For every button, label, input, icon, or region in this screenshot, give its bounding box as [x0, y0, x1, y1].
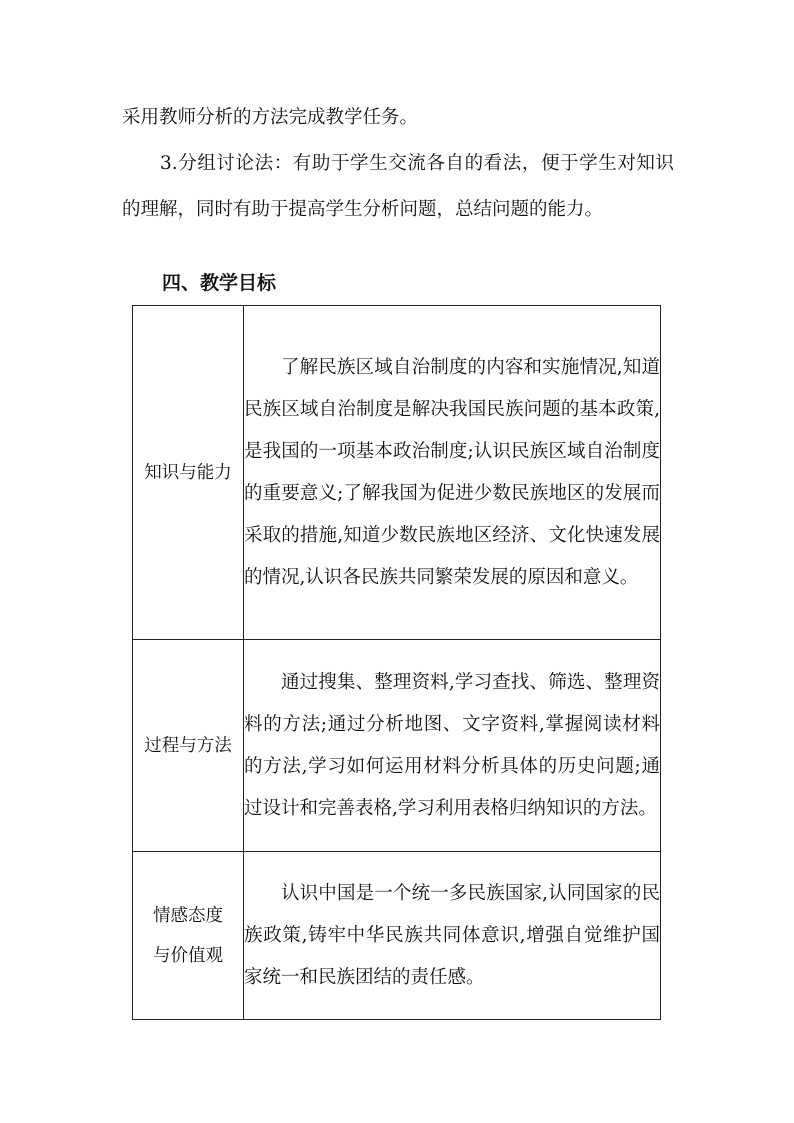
goal-label-line: 与价值观: [153, 945, 223, 966]
intro-paragraph-continued: 采用教师分析的方法完成教学任务。: [122, 107, 419, 128]
table-row: [133, 852, 661, 1020]
goal-label-line: 情感态度: [153, 905, 223, 926]
goal-label-emotion: [133, 852, 244, 1020]
goal-content-emotion: [244, 852, 661, 1020]
table-row: [133, 306, 661, 640]
method-item-3: 3.分组讨论法：有助于学生交流各自的看法，便于学生对知识的理解，同时有助于提高学生分析问题，总结问题的能力。: [122, 153, 674, 220]
teaching-goals-table: [132, 305, 661, 1020]
goal-text: 了解民族区域自治制度的内容和实施情况,知道民族区域自治制度是解决我国民族问题的基本政策,是我国的一项基本政治制度;认识民族区域自治制度的重要意义;了解我国为促进少数民族地区的发展而采取的措施,知道少数民族地区经济、文化快速发展的情况,认识各民族共同繁荣发展的原因和意义。: [244, 356, 660, 588]
goal-text: 通过搜集、整理资料,学习查找、筛选、整理资料的方法;通过分析地图、文字资料,掌握阅读材料的方法,学习如何运用材料分析具体的历史问题;通过设计和完善表格,学习利用表格归纳知识的方法。: [244, 671, 660, 819]
goal-label-knowledge: 知识与能力: [133, 306, 244, 640]
goal-label-process: 过程与方法: [133, 640, 244, 852]
goal-text: 认识中国是一个统一多民族国家,认同国家的民族政策,铸牢中华民族共同体意识,增强自觉维护国家统一和民族团结的责任感。: [244, 882, 660, 988]
goal-content-knowledge: [244, 306, 661, 640]
table-row: [133, 640, 661, 852]
goal-content-process: [244, 640, 661, 852]
section-heading: 四、教学目标: [162, 272, 277, 294]
